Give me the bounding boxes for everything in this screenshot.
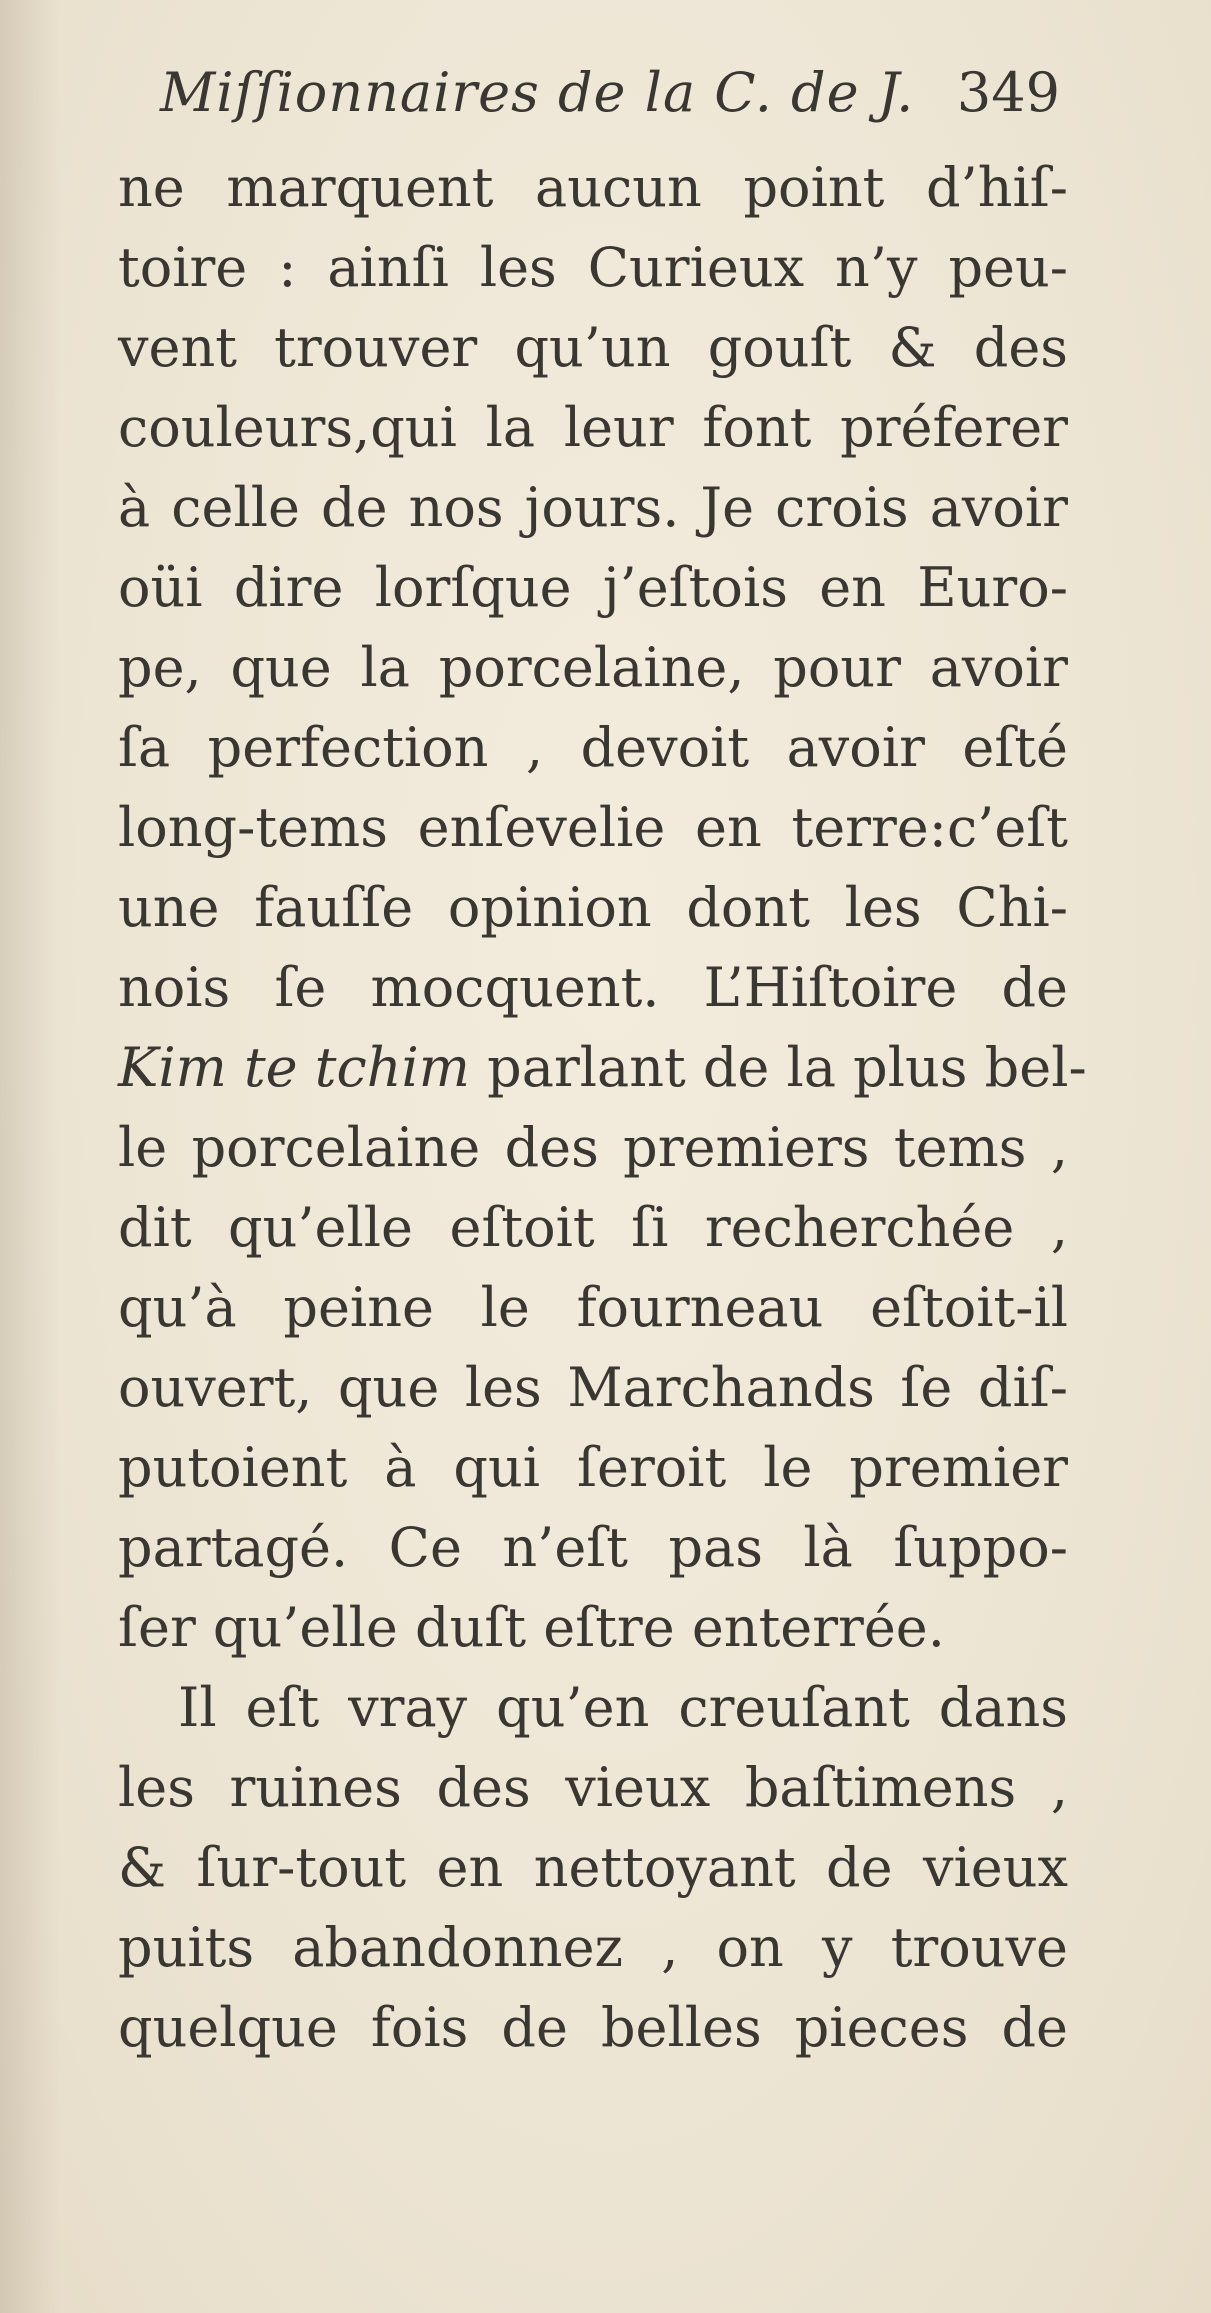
paragraph-start-line: Il eſt vray qu’en creuſant dans [178,1676,1068,1739]
running-head [160,48,1060,138]
text-line: pe, que la porcelaine, pour avoir [118,636,1068,699]
gutter-shadow [0,0,60,2313]
text-line: les ruines des vieux baſtimens , [118,1756,1068,1819]
text-line: dit qu’elle eſtoit ſi recherchée , [118,1196,1068,1259]
page-number: 349 [956,61,1060,124]
text-line: ſa perfection , devoit avoir eſté [118,716,1068,779]
text-line: nois ſe mocquent. L’Hiſtoire de [118,956,1068,1019]
text-line: toire : ainſi les Curieux n’y peu- [118,236,1068,299]
running-title: Miſſionnaires de la C. de J. [160,61,915,124]
text-line: vent trouver qu’un gouſt & des [118,316,1068,379]
text-line: partagé. Ce n’eſt pas là ſuppo- [118,1516,1068,1579]
text-line: puits abandonnez , on y trouve [118,1916,1068,1979]
text-line: ouvert, que les Marchands ſe diſ- [118,1356,1068,1419]
text-line: le porcelaine des premiers tems , [118,1116,1068,1179]
text-line: quelque fois de belles pieces de [118,1996,1068,2059]
text-line: putoient à qui ſeroit le premier [118,1436,1068,1499]
text-line: à celle de nos jours. Je crois avoir [118,476,1068,539]
work-title: Kim te tchim [118,1036,471,1099]
text-line-with-title [118,1028,1087,1108]
text-line: qu’à peine le fourneau eſtoit-il [118,1276,1068,1339]
text-line: & ſur-tout en nettoyant de vieux [118,1836,1068,1899]
text-line: ſer qu’elle duſt eſtre enterrée. [118,1596,945,1659]
body-text [118,148,1087,2068]
text-line: long-tems enſevelie en terre:c’eſt [118,796,1068,859]
text-line: ne marquent aucun point d’hiſ- [118,156,1068,219]
text-line: oüi dire lorſque j’eſtois en Euro- [118,556,1068,619]
text-fragment: parlant de la plus bel- [470,1036,1087,1099]
text-line: couleurs,qui la leur font préferer [118,396,1068,459]
text-line: une fauſſe opinion dont les Chi- [118,876,1068,939]
